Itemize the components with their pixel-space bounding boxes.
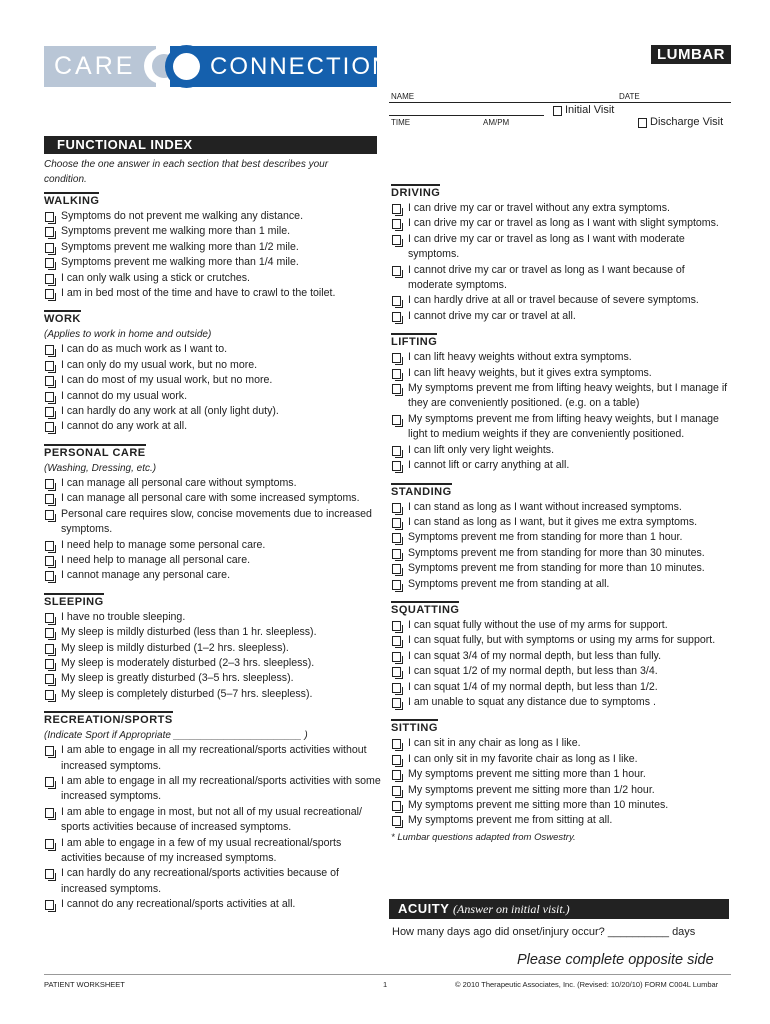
checkbox-icon [638,118,647,128]
option-item[interactable] [391,767,731,782]
squatting-title: SQUATTING [391,601,459,616]
option-label: I can only sit in my favorite chair as long as I like. [408,752,638,765]
checkbox-icon[interactable] [392,786,401,796]
option-label: I can sit in any chair as long as I like. [408,737,581,750]
checkbox-icon[interactable] [45,746,54,756]
checkbox-icon[interactable] [45,644,54,654]
squatting-options [391,618,731,710]
walking-options [44,209,384,301]
checkbox-icon[interactable] [45,628,54,638]
option-item[interactable] [44,774,384,805]
checkbox-icon[interactable] [45,613,54,623]
standing-title: STANDING [391,483,452,498]
checkbox-icon[interactable] [392,461,401,471]
initial-visit-checkbox[interactable] [553,104,770,116]
checkbox-icon[interactable] [45,869,54,879]
sitting-title: SITTING [391,719,438,734]
option-item[interactable] [44,491,384,506]
sleeping-title: SLEEPING [44,593,104,608]
recreation-subtitle: (Indicate Sport if Appropriate _______________________ ) [44,730,308,742]
sleeping-options [44,610,384,702]
option-label: I can lift heavy weights without extra symptoms. [408,351,632,364]
option-item[interactable] [391,577,731,592]
option-label: My symptoms prevent me from lifting heavy weights, but I manage light to medium weights if they are conveniently positioned. [408,412,719,441]
option-label: My sleep is completely disturbed (5–7 hrs. sleepless). [61,687,313,700]
checkbox-icon[interactable] [392,533,401,543]
option-item[interactable] [391,664,731,679]
option-item[interactable] [391,366,731,381]
checkbox-icon[interactable] [392,384,401,394]
care-connections-logo [44,46,410,87]
logo-connections-text: CONNECTIONS [170,46,377,87]
time-label: TIME [391,118,411,127]
footer-copyright: © 2010 Therapeutic Associates, Inc. (Revised: 10/20/10) FORM C004L Lumbar [455,980,719,989]
standing-options [391,500,731,592]
option-label: My symptoms prevent me from lifting heavy weights, but I manage if they are conveniently positioned. (e.g. on a table) [408,382,728,410]
option-label: I cannot lift or carry anything at all. [408,459,570,472]
option-item[interactable] [391,443,731,458]
option-item[interactable] [391,263,731,294]
option-label: My symptoms prevent me from sitting at all. [408,814,613,827]
option-item[interactable] [44,625,384,640]
checkbox-icon[interactable] [45,510,54,520]
option-item[interactable] [391,783,731,798]
option-label: I can drive my car or travel as long as I want with slight symptoms. [408,217,719,230]
functional-index-title: FUNCTIONAL INDEX [44,136,377,154]
checkbox-icon[interactable] [392,204,401,214]
option-item[interactable] [44,209,384,224]
option-item[interactable] [44,419,384,434]
option-label: I need help to manage some personal care. [61,538,266,551]
option-label: I am in bed most of the time and have to crawl to the toilet. [61,287,336,300]
date-label: DATE [619,92,640,101]
option-label: I can only walk using a stick or crutches. [61,271,251,284]
complete-opposite-side: Please complete opposite side [517,952,714,968]
option-label: I cannot drive my car or travel as long as I want because of moderate symptoms. [408,263,685,292]
option-item[interactable] [44,404,384,419]
squatting-section [391,600,731,710]
standing-section [391,482,731,592]
checkbox-icon [553,106,562,116]
option-item[interactable] [391,561,731,576]
option-label: My sleep is moderately disturbed (2–3 hrs. sleepless). [61,656,315,669]
option-item[interactable] [44,656,384,671]
option-item[interactable] [391,633,731,648]
option-item[interactable] [391,350,731,365]
option-label: I am able to engage in a few of my usual recreational/sports activities because of my increased symptoms. [61,836,342,864]
checkbox-icon[interactable] [392,755,401,765]
option-label: I cannot do any work at all. [61,420,188,433]
checkbox-icon[interactable] [45,422,54,432]
oswestry-note: * Lumbar questions adapted from Oswestry. [391,831,576,843]
option-item[interactable] [391,813,731,828]
left-column [44,191,384,913]
option-item[interactable] [391,500,731,515]
option-label: I can drive my car or travel without any extra symptoms. [408,202,670,214]
checkbox-icon[interactable] [45,345,54,355]
option-item[interactable] [44,836,384,867]
checkbox-icon[interactable] [45,376,54,386]
option-item[interactable] [44,240,384,255]
work-subtitle: (Applies to work in home and outside) [44,329,212,341]
option-label: I can drive my car or travel as long as I want with moderate symptoms. [408,232,685,261]
checkbox-icon[interactable] [392,801,401,811]
driving-section [391,183,731,324]
option-item[interactable] [391,458,731,473]
acuity-question[interactable]: How many days ago did onset/injury occur? __________ days [392,926,696,938]
recreation-title: RECREATION/SPORTS [44,711,173,726]
option-label: I can squat 1/2 of my normal depth, but less than 3/4. [408,665,658,678]
personal-care-section [44,443,384,584]
option-label: My symptoms prevent me sitting more than 1 hour. [408,768,646,781]
checkbox-icon[interactable] [45,289,54,299]
option-label: My sleep is greatly disturbed (3–5 hrs. sleepless). [61,672,294,685]
time-line[interactable] [389,115,544,116]
option-label: My sleep is mildly disturbed (less than 1 hr. sleepless). [61,626,317,639]
sitting-section [391,718,731,844]
sleeping-section [44,592,384,702]
initial-visit-label: Initial Visit [565,104,615,116]
checkbox-icon[interactable] [392,564,401,574]
checkbox-icon[interactable] [45,541,54,551]
checkbox-icon[interactable] [392,770,401,780]
option-item[interactable] [44,610,384,625]
ampm-label: AM/PM [483,118,510,127]
checkbox-icon[interactable] [45,258,54,268]
option-label: I can squat fully, but with symptoms or using my arms for support. [408,634,716,647]
option-label: I have no trouble sleeping. [61,610,186,623]
option-label: I am unable to squat any distance due to symptoms . [408,695,656,708]
option-label: I can hardly do any work at all (only light duty). [61,405,279,418]
checkbox-icon[interactable] [392,667,401,677]
option-label: I can manage all personal care with some increased symptoms. [61,492,360,505]
option-item[interactable] [391,530,731,545]
option-item[interactable] [391,695,731,710]
option-item[interactable] [44,507,384,538]
checkbox-icon[interactable] [392,816,401,826]
personal-care-title: PERSONAL CARE [44,444,146,459]
name-label: NAME [391,92,415,101]
option-item[interactable] [44,805,384,836]
checkbox-icon[interactable] [45,777,54,787]
option-label: Symptoms prevent me walking more than 1/4 mile. [61,256,299,269]
option-item[interactable] [44,897,384,912]
option-item[interactable] [391,309,731,324]
checkbox-icon[interactable] [392,636,401,646]
checkbox-icon[interactable] [45,407,54,417]
option-label: I am able to engage in all my recreational/sports activities with some increased symptoms. [61,774,381,803]
option-item[interactable] [44,373,384,388]
checkbox-icon[interactable] [392,219,401,229]
option-item[interactable] [44,286,384,301]
discharge-visit-label: Discharge Visit [650,116,724,128]
option-item[interactable] [44,553,384,568]
checkbox-icon[interactable] [45,227,54,237]
driving-title: DRIVING [391,184,440,199]
checkbox-icon[interactable] [45,243,54,253]
walking-title: WALKING [44,192,99,207]
option-label: I am able to engage in most, but not all of my usual recreational/ sports activities because of increased symptoms. [61,805,362,834]
option-item[interactable] [44,687,384,702]
acuity-hint: (Answer on initial visit.) [453,902,570,916]
checkbox-icon[interactable] [392,580,401,590]
option-item[interactable] [391,546,731,561]
checkbox-icon[interactable] [392,369,401,379]
lifting-section [391,332,731,473]
work-options [44,342,384,434]
option-label: I can hardly do any recreational/sports activities because of increased symptoms. [61,867,339,895]
option-item[interactable] [44,641,384,656]
checkbox-icon[interactable] [45,674,54,684]
checkbox-icon[interactable] [392,698,401,708]
option-label: Symptoms prevent me from standing for more than 30 minutes. [408,546,705,559]
option-item[interactable] [391,381,731,412]
checkbox-icon[interactable] [45,556,54,566]
sitting-options [391,736,731,828]
option-item[interactable] [391,680,731,695]
checkbox-icon[interactable] [45,212,54,222]
logo-care-text: CARE [44,46,156,87]
option-label: I can lift only very light weights. [408,443,555,456]
recreation-options [44,743,384,912]
checkbox-icon[interactable] [392,296,401,306]
checkbox-icon[interactable] [392,518,401,528]
option-label: I cannot do my usual work. [61,389,188,402]
option-item[interactable] [44,568,384,583]
option-label: Personal care requires slow, concise movements due to increased symptoms. [61,507,372,536]
checkbox-icon[interactable] [392,312,401,322]
option-label: I can manage all personal care without symptoms. [61,476,297,489]
option-label: I cannot drive my car or travel at all. [408,309,576,322]
option-label: Symptoms do not prevent me walking any distance. [61,210,304,222]
option-label: I can squat 1/4 of my normal depth, but less than 1/2. [408,680,658,693]
checkbox-icon[interactable] [45,361,54,371]
option-label: I can only do my usual work, but no more. [61,358,258,371]
checkbox-icon[interactable] [45,690,54,700]
option-label: I can do most of my usual work, but no more. [61,374,273,387]
option-label: I cannot manage any personal care. [61,569,231,582]
checkbox-icon[interactable] [45,900,54,910]
option-item[interactable] [391,649,731,664]
option-label: I can squat 3/4 of my normal depth, but less than fully. [408,649,662,662]
acuity-header [389,899,729,919]
recreation-section [44,710,384,912]
checkbox-icon[interactable] [45,494,54,504]
option-label: My symptoms prevent me sitting more than 1/2 hour. [408,783,655,796]
option-item[interactable] [391,618,731,633]
option-item[interactable] [44,358,384,373]
option-label: I need help to manage all personal care. [61,553,251,566]
option-item[interactable] [44,342,384,357]
footer-divider [44,974,731,975]
functional-index-instructions: Choose the one answer in each section that best describes your condition. [44,159,329,185]
checkbox-icon[interactable] [45,808,54,818]
option-label: Symptoms prevent me walking more than 1 mile. [61,225,291,238]
option-label: I can stand as long as I want without increased symptoms. [408,500,682,513]
option-item[interactable] [391,232,731,263]
option-item[interactable] [391,201,731,216]
driving-options [391,201,731,324]
checkbox-icon[interactable] [45,571,54,581]
right-column [391,183,731,845]
option-item[interactable] [391,293,731,308]
checkbox-icon[interactable] [392,235,401,245]
checkbox-icon[interactable] [392,621,401,631]
discharge-visit-checkbox[interactable] [638,116,770,128]
checkbox-icon[interactable] [45,659,54,669]
option-label: I can hardly drive at all or travel because of severe symptoms. [408,294,699,307]
checkbox-icon[interactable] [45,392,54,402]
option-label: Symptoms prevent me from standing for more than 1 hour. [408,531,683,544]
option-item[interactable] [391,798,731,813]
lifting-options [391,350,731,473]
option-item[interactable] [44,476,384,491]
option-label: I can squat fully without the use of my arms for support. [408,618,668,631]
option-item[interactable] [391,412,731,443]
option-item[interactable] [44,671,384,686]
checkbox-icon[interactable] [392,503,401,513]
option-label: My sleep is mildly disturbed (1–2 hrs. sleepless). [61,641,289,654]
option-label: My symptoms prevent me sitting more than 10 minutes. [408,799,669,811]
name-date-line[interactable] [389,102,731,103]
option-item[interactable] [44,389,384,404]
option-label: I can do as much work as I want to. [61,343,228,356]
option-item[interactable] [391,216,731,231]
checkbox-icon[interactable] [392,353,401,363]
option-label: I can stand as long as I want, but it gives me extra symptoms. [408,515,698,528]
personal-care-options [44,476,384,584]
walking-section [44,191,384,301]
personal-care-subtitle: (Washing, Dressing, etc.) [44,462,157,474]
work-section [44,309,384,434]
checkbox-icon[interactable] [392,446,401,456]
option-label: Symptoms prevent me walking more than 1/2 mile. [61,240,299,253]
logo-ring-blue-inner [173,53,200,80]
footer-worksheet: PATIENT WORKSHEET [44,980,125,989]
option-item[interactable] [44,866,384,897]
checkbox-icon[interactable] [392,739,401,749]
option-item[interactable] [391,752,731,767]
option-label: Symptoms prevent me from standing at all. [408,577,610,590]
checkbox-icon[interactable] [45,839,54,849]
option-label: I am able to engage in all my recreational/sports activities without increased symptoms. [61,744,367,772]
lifting-title: LIFTING [391,333,437,348]
option-label: I cannot do any recreational/sports activities at all. [61,898,296,911]
option-item[interactable] [44,255,384,270]
option-item[interactable] [44,743,384,774]
option-item[interactable] [44,224,384,239]
page-number: 1 [383,980,388,989]
checkbox-icon[interactable] [45,274,54,284]
checkbox-icon[interactable] [392,549,401,559]
lumbar-badge: LUMBAR [651,45,731,64]
option-label: Symptoms prevent me from standing for more than 10 minutes. [408,562,705,575]
checkbox-icon[interactable] [392,266,401,276]
option-item[interactable] [44,538,384,553]
option-item[interactable] [391,515,731,530]
option-item[interactable] [44,271,384,286]
checkbox-icon[interactable] [392,683,401,693]
work-title: WORK [44,310,81,325]
acuity-title: ACUITY [398,901,450,916]
checkbox-icon[interactable] [392,415,401,425]
option-label: I can lift heavy weights, but it gives extra symptoms. [408,366,652,379]
checkbox-icon[interactable] [45,479,54,489]
checkbox-icon[interactable] [392,652,401,662]
option-item[interactable] [391,736,731,751]
